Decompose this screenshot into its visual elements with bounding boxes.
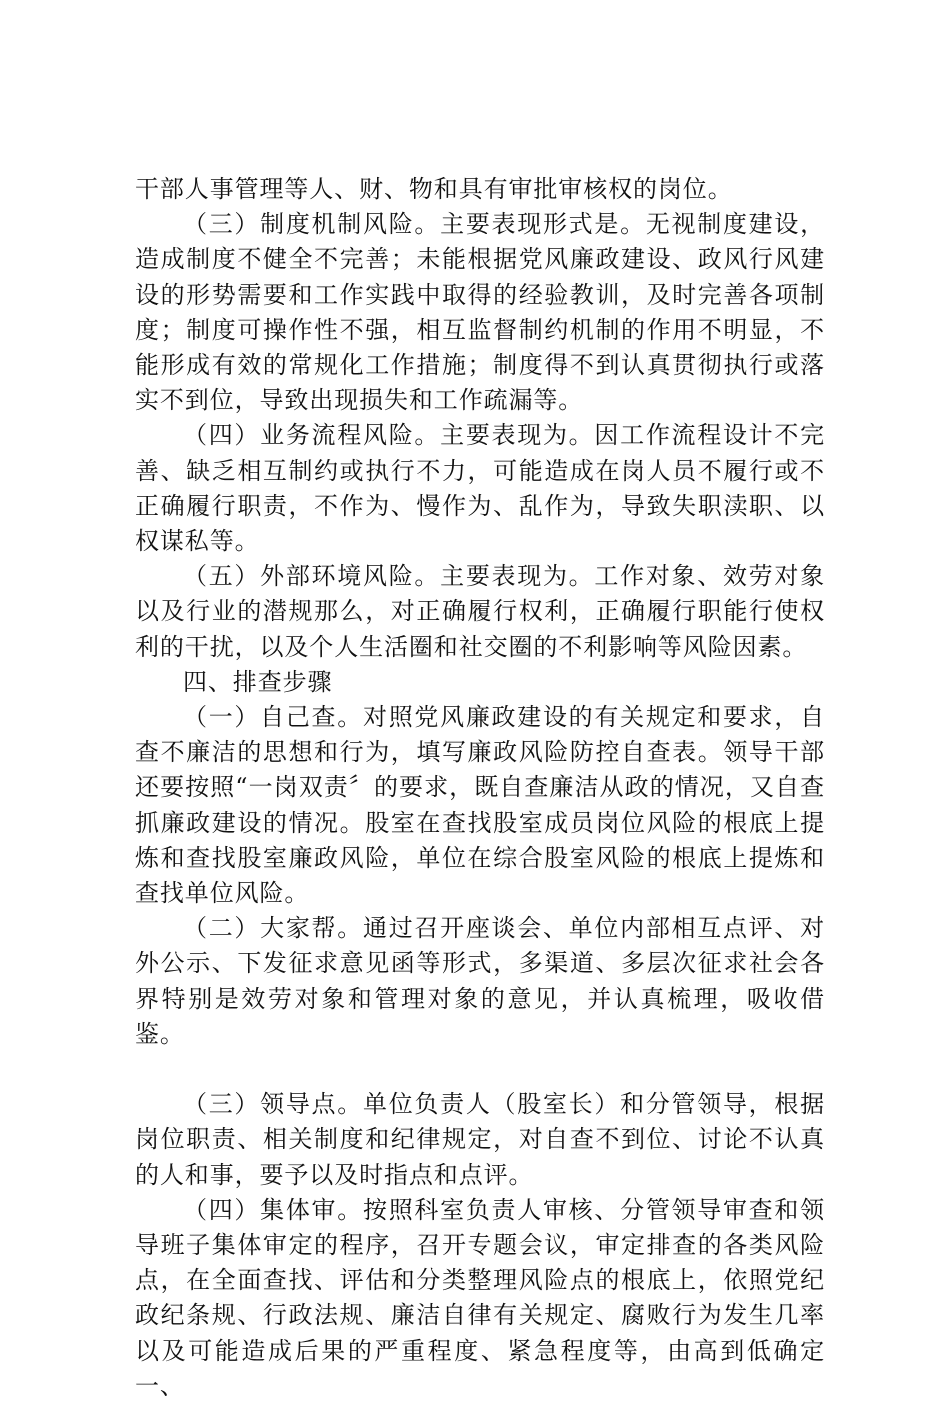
paragraph-spacer	[135, 1052, 825, 1087]
document-body	[135, 172, 825, 1404]
paragraph-leader-review: （三）领导点。单位负责人（股室长）和分管领导，根据岗位职责、相关制度和纪律规定，对自查不到位、讨论不认真的人和事，要予以及时指点和点评。	[135, 1090, 825, 1189]
paragraph-self-check: （一）自己查。对照党风廉政建设的有关规定和要求，自查不廉洁的思想和行为，填写廉政风险防控自查表。领导干部还要按照“一岗双责〞的要求，既自查廉洁从政的情况，又自查抓廉政建设的情况。股室在查找股室成员岗位风险的根底上提炼和查找股室廉政风险，单位在综合股室风险的根底上提炼和查找单位风险。	[135, 703, 825, 908]
paragraph-everyone-helps: （二）大家帮。通过召开座谈会、单位内部相互点评、对外公示、下发征求意见函等形式，多渠道、多层次征求社会各界特别是效劳对象和管理对象的意见，并认真梳理，吸收借鉴。	[135, 914, 825, 1048]
paragraph-continuation: 干部人事管理等人、财、物和具有审批审核权的岗位。	[135, 175, 733, 203]
paragraph-system-mechanism-risk: （三）制度机制风险。主要表现形式是。无视制度建设，造成制度不健全不完善；未能根据党风廉政建设、政风行风建设的形势需要和工作实践中取得的经验教训，及时完善各项制度；制度可操作性不强，相互监督制约机制的作用不明显，不能形成有效的常规化工作措施；制度得不到认真贯彻执行或落实不到位，导致出现损失和工作疏漏等。	[135, 210, 825, 415]
paragraph-collective-review: （四）集体审。按照科室负责人审核、分管领导审查和领导班子集体审定的程序，召开专题会议，审定排查的各类风险点，在全面查找、评估和分类整理风险点的根底上，依照党纪政纪条规、行政法规、廉洁自律有关规定、腐败行为发生几率以及可能造成后果的严重程度、紧急程度等，由高到低确定一、	[135, 1195, 825, 1400]
section-heading-investigation-steps: 四、排查步骤	[183, 667, 333, 696]
paragraph-business-process-risk: （四）业务流程风险。主要表现为。因工作流程设计不完善、缺乏相互制约或执行不力，可能造成在岗人员不履行或不正确履行职责，不作为、慢作为、乱作为，导致失职渎职、以权谋私等。	[135, 421, 825, 556]
paragraph-external-environment-risk: （五）外部环境风险。主要表现为。工作对象、效劳对象以及行业的潜规那么，对正确履行权利，正确履行职能行使权利的干扰，以及个人生活圈和社交圈的不利影响等风险因素。	[135, 562, 825, 661]
